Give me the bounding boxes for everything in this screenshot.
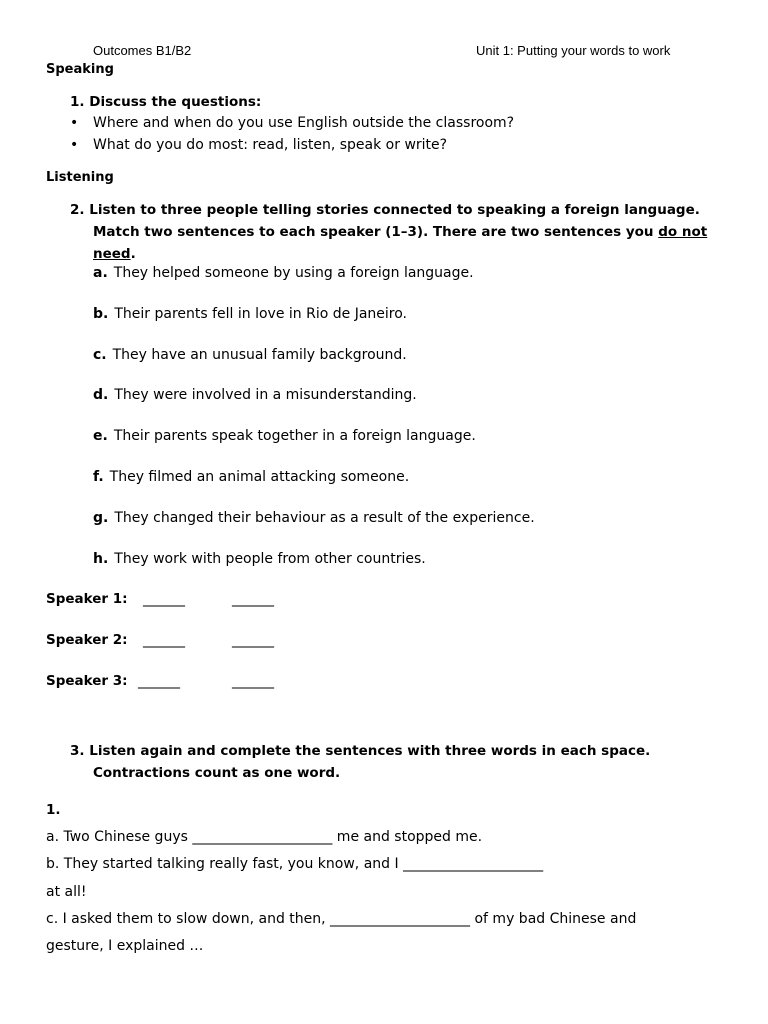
speaker-3-blank-1[interactable]: ______ xyxy=(138,673,180,689)
question-2-emphasis-2: need xyxy=(93,246,131,262)
exercise-line-c: c. I asked them to slow down, and then, ____________________ of my bad Chinese and xyxy=(46,911,637,927)
question-2-text-2: Match two sentences to each speaker (1–3). There are two sentences you xyxy=(93,224,659,240)
option-letter: b. xyxy=(93,306,109,322)
option-h xyxy=(93,551,426,567)
question-2-line-1 xyxy=(70,199,700,221)
option-letter: e. xyxy=(93,428,108,444)
question-2-line-3 xyxy=(93,243,136,265)
question-3-line-2: Contractions count as one word. xyxy=(93,765,341,781)
question-1-number: 1. xyxy=(70,94,85,110)
question-2-line-2 xyxy=(93,221,707,243)
option-letter: d. xyxy=(93,387,109,403)
option-text: They filmed an animal attacking someone. xyxy=(109,469,410,485)
option-e xyxy=(93,428,476,444)
option-text: They changed their behaviour as a result of the experience. xyxy=(114,510,535,526)
header-course: Outcomes B1/B2 xyxy=(93,43,192,58)
option-text: Their parents speak together in a foreign language. xyxy=(113,428,476,444)
speaker-3-label: Speaker 3: xyxy=(46,673,128,689)
option-letter: g. xyxy=(93,510,109,526)
option-f xyxy=(93,469,409,485)
question-3-text-1: Listen again and complete the sentences with three words in each space. xyxy=(89,743,651,759)
option-letter: f. xyxy=(93,469,104,485)
option-letter: h. xyxy=(93,551,109,567)
option-text: Their parents fell in love in Rio de Janeiro. xyxy=(114,306,407,322)
question-1 xyxy=(70,91,261,113)
option-text: They work with people from other countries. xyxy=(114,551,426,567)
exercise-line-b-cont: at all! xyxy=(46,884,87,900)
question-3-number: 3. xyxy=(70,743,85,759)
question-2-period: . xyxy=(130,246,136,262)
option-text: They helped someone by using a foreign language. xyxy=(113,265,474,281)
option-text: They have an unusual family background. xyxy=(112,347,407,363)
speaker-3-blank-2[interactable]: ______ xyxy=(232,673,274,689)
exercise-number: 1. xyxy=(46,802,61,818)
exercise-line-c-cont: gesture, I explained … xyxy=(46,938,204,954)
speaker-2-label: Speaker 2: xyxy=(46,632,128,648)
exercise-line-b: b. They started talking really fast, you know, and I ____________________ xyxy=(46,856,544,872)
speaker-1-blank-2[interactable]: ______ xyxy=(232,591,274,607)
speaking-heading: Speaking xyxy=(46,62,114,77)
speaker-1-blank-1[interactable]: ______ xyxy=(143,591,185,607)
header-unit: Unit 1: Putting your words to work xyxy=(476,43,671,58)
option-c xyxy=(93,347,407,363)
option-letter: a. xyxy=(93,265,108,281)
option-letter: c. xyxy=(93,347,107,363)
speaker-2-blank-1[interactable]: ______ xyxy=(143,632,185,648)
question-1-text: Discuss the questions: xyxy=(89,94,262,110)
option-text: They were involved in a misunderstanding. xyxy=(114,387,417,403)
option-d xyxy=(93,387,417,403)
bullet-icon: • xyxy=(70,137,79,153)
exercise-line-a: a. Two Chinese guys ____________________ me and stopped me. xyxy=(46,829,483,845)
bullet-icon: • xyxy=(70,115,79,131)
speaker-1-label: Speaker 1: xyxy=(46,591,128,607)
question-2-emphasis-1: do not xyxy=(658,224,708,240)
option-g xyxy=(93,510,535,526)
question-2-text-1: Listen to three people telling stories connected to speaking a foreign language. xyxy=(89,202,700,218)
listening-heading: Listening xyxy=(46,170,114,185)
question-3-line-1 xyxy=(70,740,650,762)
speaker-2-blank-2[interactable]: ______ xyxy=(232,632,274,648)
option-a xyxy=(93,265,474,281)
option-b xyxy=(93,306,407,322)
bullet-item-1: Where and when do you use English outside the classroom? xyxy=(93,115,515,131)
bullet-item-2: What do you do most: read, listen, speak or write? xyxy=(93,137,448,153)
question-2-number: 2. xyxy=(70,202,85,218)
